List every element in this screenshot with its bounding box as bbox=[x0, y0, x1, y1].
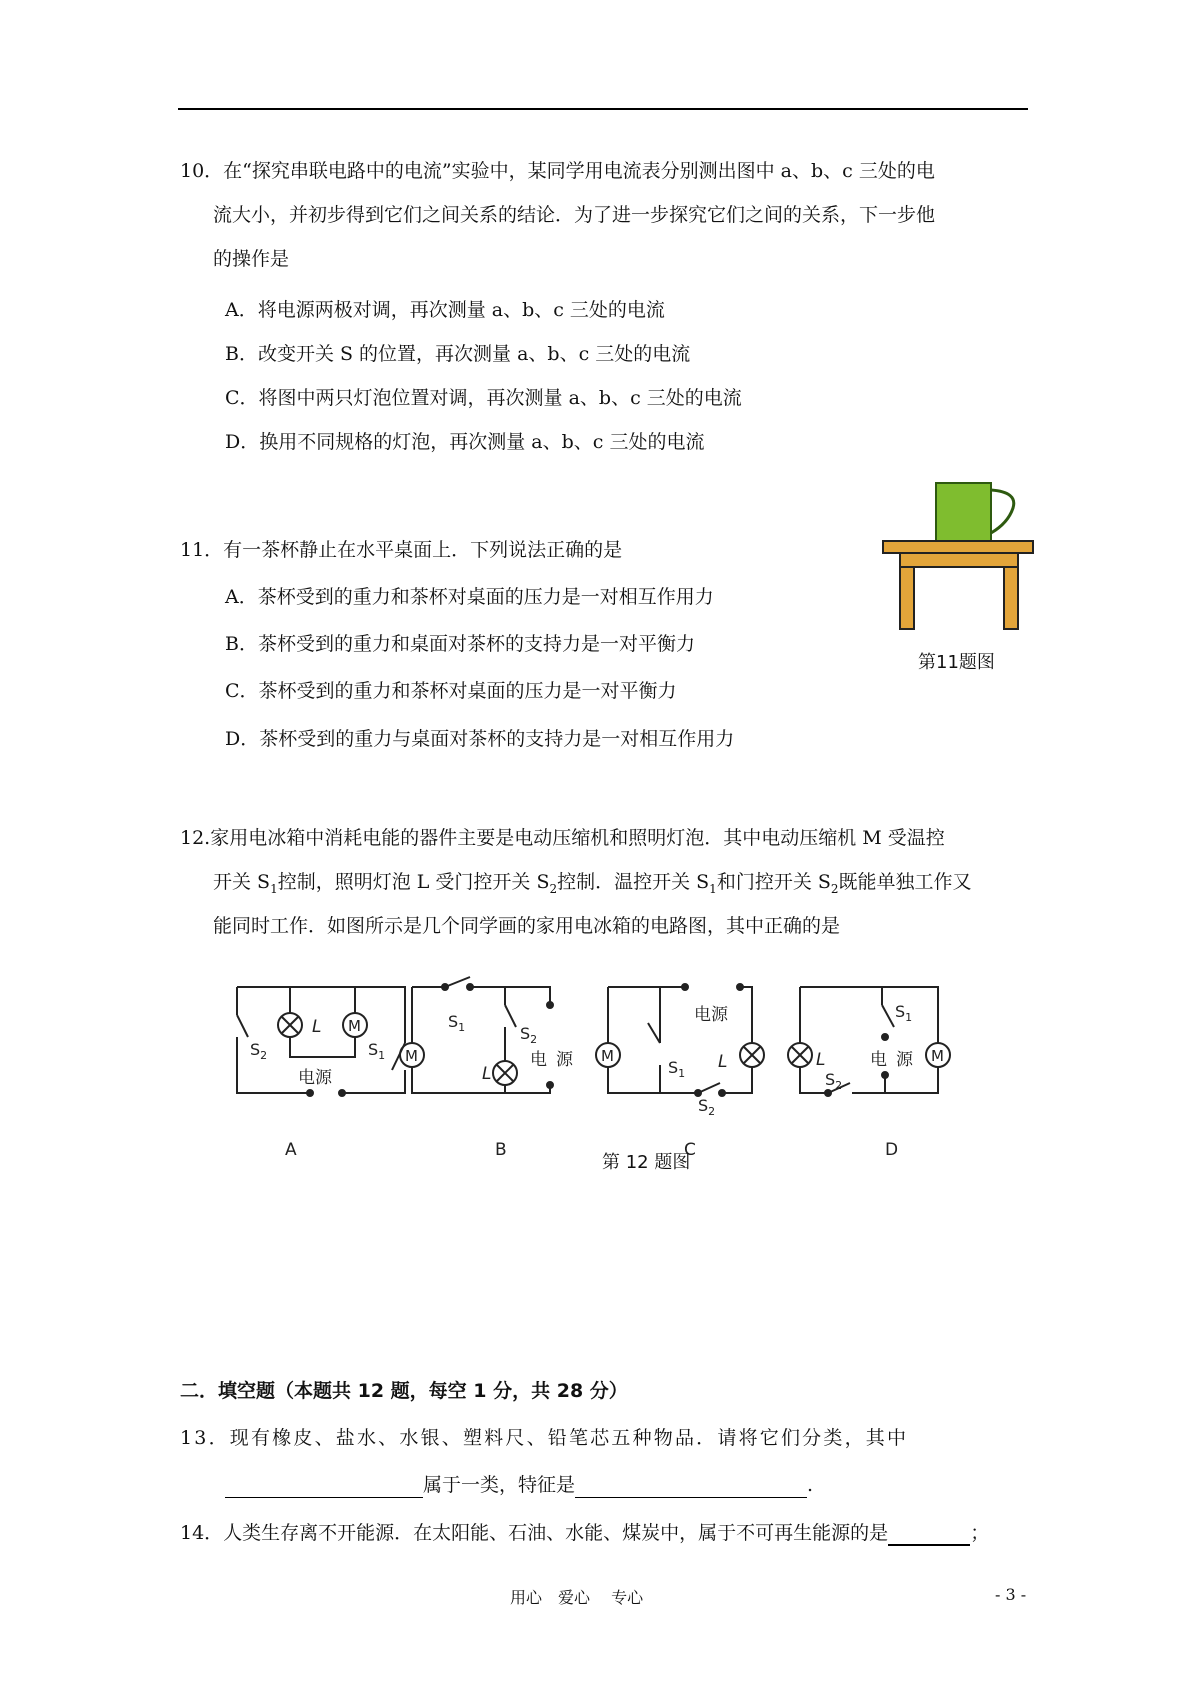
label-power-d1: 电 bbox=[870, 1050, 887, 1070]
q13-blank-2 bbox=[575, 1477, 807, 1498]
circuit-b bbox=[400, 977, 574, 1160]
circuit-a bbox=[237, 987, 405, 1160]
label-s1-c: $S_1$ bbox=[668, 1058, 686, 1080]
q14-line1: 14．人类生存离不开能源．在太阳能、石油、水能、煤炭中，属于不可再生能源的是 ； bbox=[180, 1522, 990, 1544]
label-power-a: 电源 bbox=[298, 1068, 332, 1088]
label-circuit-d: D bbox=[885, 1140, 899, 1160]
q11-option-b: B．茶杯受到的重力和桌面对茶杯的支持力是一对平衡力 bbox=[225, 633, 695, 655]
label-m-a: M bbox=[348, 1017, 361, 1035]
circuit-d bbox=[788, 987, 950, 1160]
label-power-b2: 源 bbox=[556, 1050, 573, 1070]
label-m-c: M bbox=[601, 1047, 614, 1065]
q13-blank-1 bbox=[225, 1477, 423, 1498]
q12-line1: 12.家用电冰箱中消耗电能的器件主要是电动压缩机和照明灯泡．其中电动压缩机 M 受温控 bbox=[180, 827, 945, 849]
label-l-d: L bbox=[816, 1050, 826, 1070]
switch-s1-c bbox=[648, 1023, 660, 1043]
switch-s2-a bbox=[237, 1015, 248, 1037]
q12-line2: 开关 $S_1$控制，照明灯泡 L 受门控开关 $S_2$控制．温控开关 $S_1$和门控开关 $S_2$既能单独工作又 bbox=[213, 871, 972, 896]
header-rule bbox=[178, 108, 1028, 110]
label-s2-d: $S_2$ bbox=[825, 1070, 843, 1092]
label-l-a: L bbox=[312, 1017, 322, 1037]
label-s1-d: $S_1$ bbox=[895, 1002, 913, 1024]
q10-line2: 流大小，并初步得到它们之间关系的结论．为了进一步探究它们之间的关系，下一步他 bbox=[213, 204, 936, 226]
label-l-c: L bbox=[718, 1052, 728, 1072]
q10-option-b: B．改变开关 S 的位置，再次测量 a、b、c 三处的电流 bbox=[225, 343, 691, 365]
q12-figure-caption: 第 12 题图 bbox=[602, 1152, 691, 1173]
q11-figure-caption: 第11题图 bbox=[918, 652, 995, 673]
q12-line3: 能同时工作．如图所示是几个同学画的家用电冰箱的电路图，其中正确的是 bbox=[213, 915, 841, 937]
q13-line2: 属于一类，特征是 . bbox=[225, 1472, 813, 1498]
q11-line1: 11．有一茶杯静止在水平桌面上．下列说法正确的是 bbox=[180, 539, 623, 561]
q10-line3: 的操作是 bbox=[213, 248, 290, 270]
label-l-b: L bbox=[482, 1064, 492, 1084]
q11-option-c: C．茶杯受到的重力和茶杯对桌面的压力是一对平衡力 bbox=[225, 680, 677, 702]
label-s1-b: $S_1$ bbox=[448, 1012, 466, 1034]
label-circuit-a: A bbox=[285, 1140, 297, 1160]
table-cup-figure bbox=[878, 478, 1038, 638]
page-number: - 3 - bbox=[995, 1585, 1027, 1604]
circuit-diagrams bbox=[220, 975, 1050, 1175]
label-power-c: 电源 bbox=[694, 1005, 728, 1025]
q13-line1: 13．现有橡皮、盐水、水银、塑料尺、铅笔芯五种物品．请将它们分类，其中 bbox=[180, 1427, 909, 1449]
footer-center: 用心 爱心 专心 bbox=[510, 1588, 644, 1607]
label-s2-c: $S_2$ bbox=[698, 1096, 716, 1118]
q10-option-a: A．将电源两极对调，再次测量 a、b、c 三处的电流 bbox=[225, 299, 665, 321]
label-m-b: M bbox=[405, 1047, 418, 1065]
label-circuit-c: C bbox=[684, 1140, 696, 1160]
q11-option-d: D．茶杯受到的重力与桌面对茶杯的支持力是一对相互作用力 bbox=[225, 728, 735, 750]
q11-option-a: A．茶杯受到的重力和茶杯对桌面的压力是一对相互作用力 bbox=[225, 586, 714, 608]
q14-blank bbox=[888, 1524, 970, 1546]
label-m-d: M bbox=[931, 1047, 944, 1065]
switch-s1-b bbox=[445, 977, 470, 987]
label-power-d2: 源 bbox=[896, 1050, 913, 1070]
q10-option-d: D．换用不同规格的灯泡，再次测量 a、b、c 三处的电流 bbox=[225, 431, 705, 453]
circuit-c bbox=[596, 984, 764, 1160]
label-s2-a: $S_2$ bbox=[250, 1040, 268, 1062]
section2-heading: 二．填空题（本题共 12 题，每空 1 分，共 28 分） bbox=[180, 1380, 628, 1402]
switch-s2-b bbox=[505, 1005, 516, 1027]
q10-line1: 10．在“探究串联电路中的电流”实验中，某同学用电流表分别测出图中 a、b、c 三处的电 bbox=[180, 160, 935, 182]
label-s2-b: $S_2$ bbox=[520, 1024, 538, 1046]
label-s1-a: $S_1$ bbox=[368, 1040, 386, 1062]
label-circuit-b: B bbox=[495, 1140, 507, 1160]
q10-option-c: C．将图中两只灯泡位置对调，再次测量 a、b、c 三处的电流 bbox=[225, 387, 742, 409]
switch-s1-d bbox=[882, 1005, 894, 1027]
label-power-b1: 电 bbox=[530, 1050, 547, 1070]
